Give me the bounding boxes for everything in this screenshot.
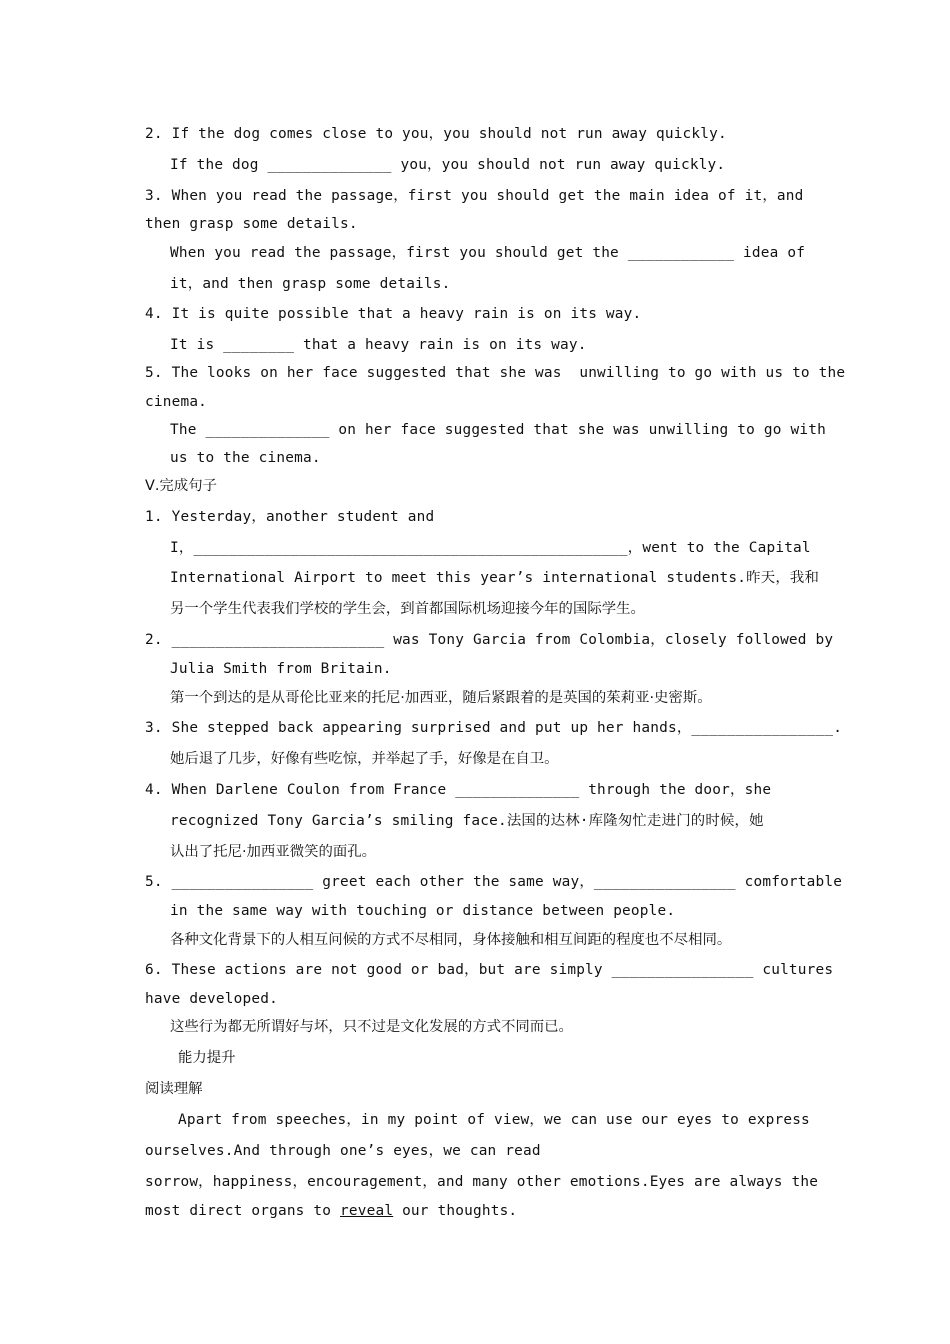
s1-translation: 另一个学生代表我们学校的学生会，到首都国际机场迎接今年的国际学生。 bbox=[170, 601, 645, 617]
s2-line2: Julia Smith from Britain. bbox=[170, 661, 392, 677]
passage-line2: ourselves.And through one’s eyes，we can read bbox=[145, 1143, 541, 1159]
passage-line4-end: our thoughts. bbox=[393, 1203, 518, 1219]
q5-rewrite: The ______________ on her face suggested that she was unwilling to go with bbox=[170, 422, 826, 438]
reading-heading: 阅读理解 bbox=[145, 1081, 203, 1097]
passage-line3: sorrow，happiness，encouragement，and many other emotions.Eyes are always the bbox=[145, 1174, 819, 1190]
passage-line4 bbox=[145, 1202, 517, 1220]
passage-line4-text: most direct organs to bbox=[145, 1203, 341, 1219]
q5-original: 5. The looks on her face suggested that she was unwilling to go with us to the bbox=[145, 365, 846, 381]
q2-rewrite: If the dog ______________ you，you should not run away quickly. bbox=[170, 157, 726, 173]
s4-line2: recognized Tony Garcia’s smiling face.法国的达林·库隆匆忙走进门的时候，她 bbox=[170, 813, 764, 829]
q4-rewrite: It is ________ that a heavy rain is on its way. bbox=[170, 337, 587, 353]
q3-rewrite-cont: it，and then grasp some details. bbox=[170, 276, 451, 292]
s3-line1: 3. She stepped back appearing surprised and put up her hands，________________. bbox=[145, 720, 843, 736]
s1-line2: I，_________________________________________________，went to the Capital bbox=[170, 540, 811, 556]
q3-original: 3. When you read the passage，first you should get the main idea of it，and bbox=[145, 188, 804, 204]
s6-line1: 6. These actions are not good or bad，but are simply ________________ cultures bbox=[145, 962, 834, 978]
s1-line3: International Airport to meet this year’s international students.昨天，我和 bbox=[170, 570, 820, 586]
s5-line1: 5. ________________ greet each other the same way，________________ comfortable bbox=[145, 874, 843, 890]
q5-rewrite-cont: us to the cinema. bbox=[170, 450, 321, 466]
section-v-heading: Ⅴ.完成句子 bbox=[145, 478, 217, 494]
q4-original: 4. It is quite possible that a heavy rain is on its way. bbox=[145, 306, 642, 322]
passage-line1: Apart from speeches，in my point of view，we can use our eyes to express bbox=[178, 1112, 810, 1128]
s3-translation: 她后退了几步，好像有些吃惊，并举起了手，好像是在自卫。 bbox=[170, 751, 559, 767]
s4-line1: 4. When Darlene Coulon from France ______________ through the door，she bbox=[145, 782, 772, 798]
q3-original-cont: then grasp some details. bbox=[145, 216, 358, 232]
underlined-word: reveal bbox=[340, 1203, 394, 1219]
s6-translation: 这些行为都无所谓好与坏，只不过是文化发展的方式不同而已。 bbox=[170, 1019, 573, 1035]
s4-translation: 认出了托尼·加西亚微笑的面孔。 bbox=[170, 844, 377, 860]
s2-translation: 第一个到达的是从哥伦比亚来的托尼·加西亚，随后紧跟着的是英国的茱莉亚·史密斯。 bbox=[170, 690, 712, 706]
s2-line1: 2. ________________________ was Tony Garcia from Colombia，closely followed by bbox=[145, 632, 834, 648]
q2-original: 2. If the dog comes close to you，you should not run away quickly. bbox=[145, 126, 727, 142]
s6-line2: have developed. bbox=[145, 991, 278, 1007]
s5-line2: in the same way with touching or distance between people. bbox=[170, 903, 676, 919]
q5-original-cont: cinema. bbox=[145, 394, 208, 410]
ability-heading: 能力提升 bbox=[178, 1050, 236, 1066]
s5-translation: 各种文化背景下的人相互问候的方式不尽相同，身体接触和相互间距的程度也不尽相同。 bbox=[170, 932, 732, 948]
s1-line1: 1. Yesterday，another student and bbox=[145, 509, 435, 525]
q3-rewrite: When you read the passage，first you should get the ____________ idea of bbox=[170, 245, 806, 261]
